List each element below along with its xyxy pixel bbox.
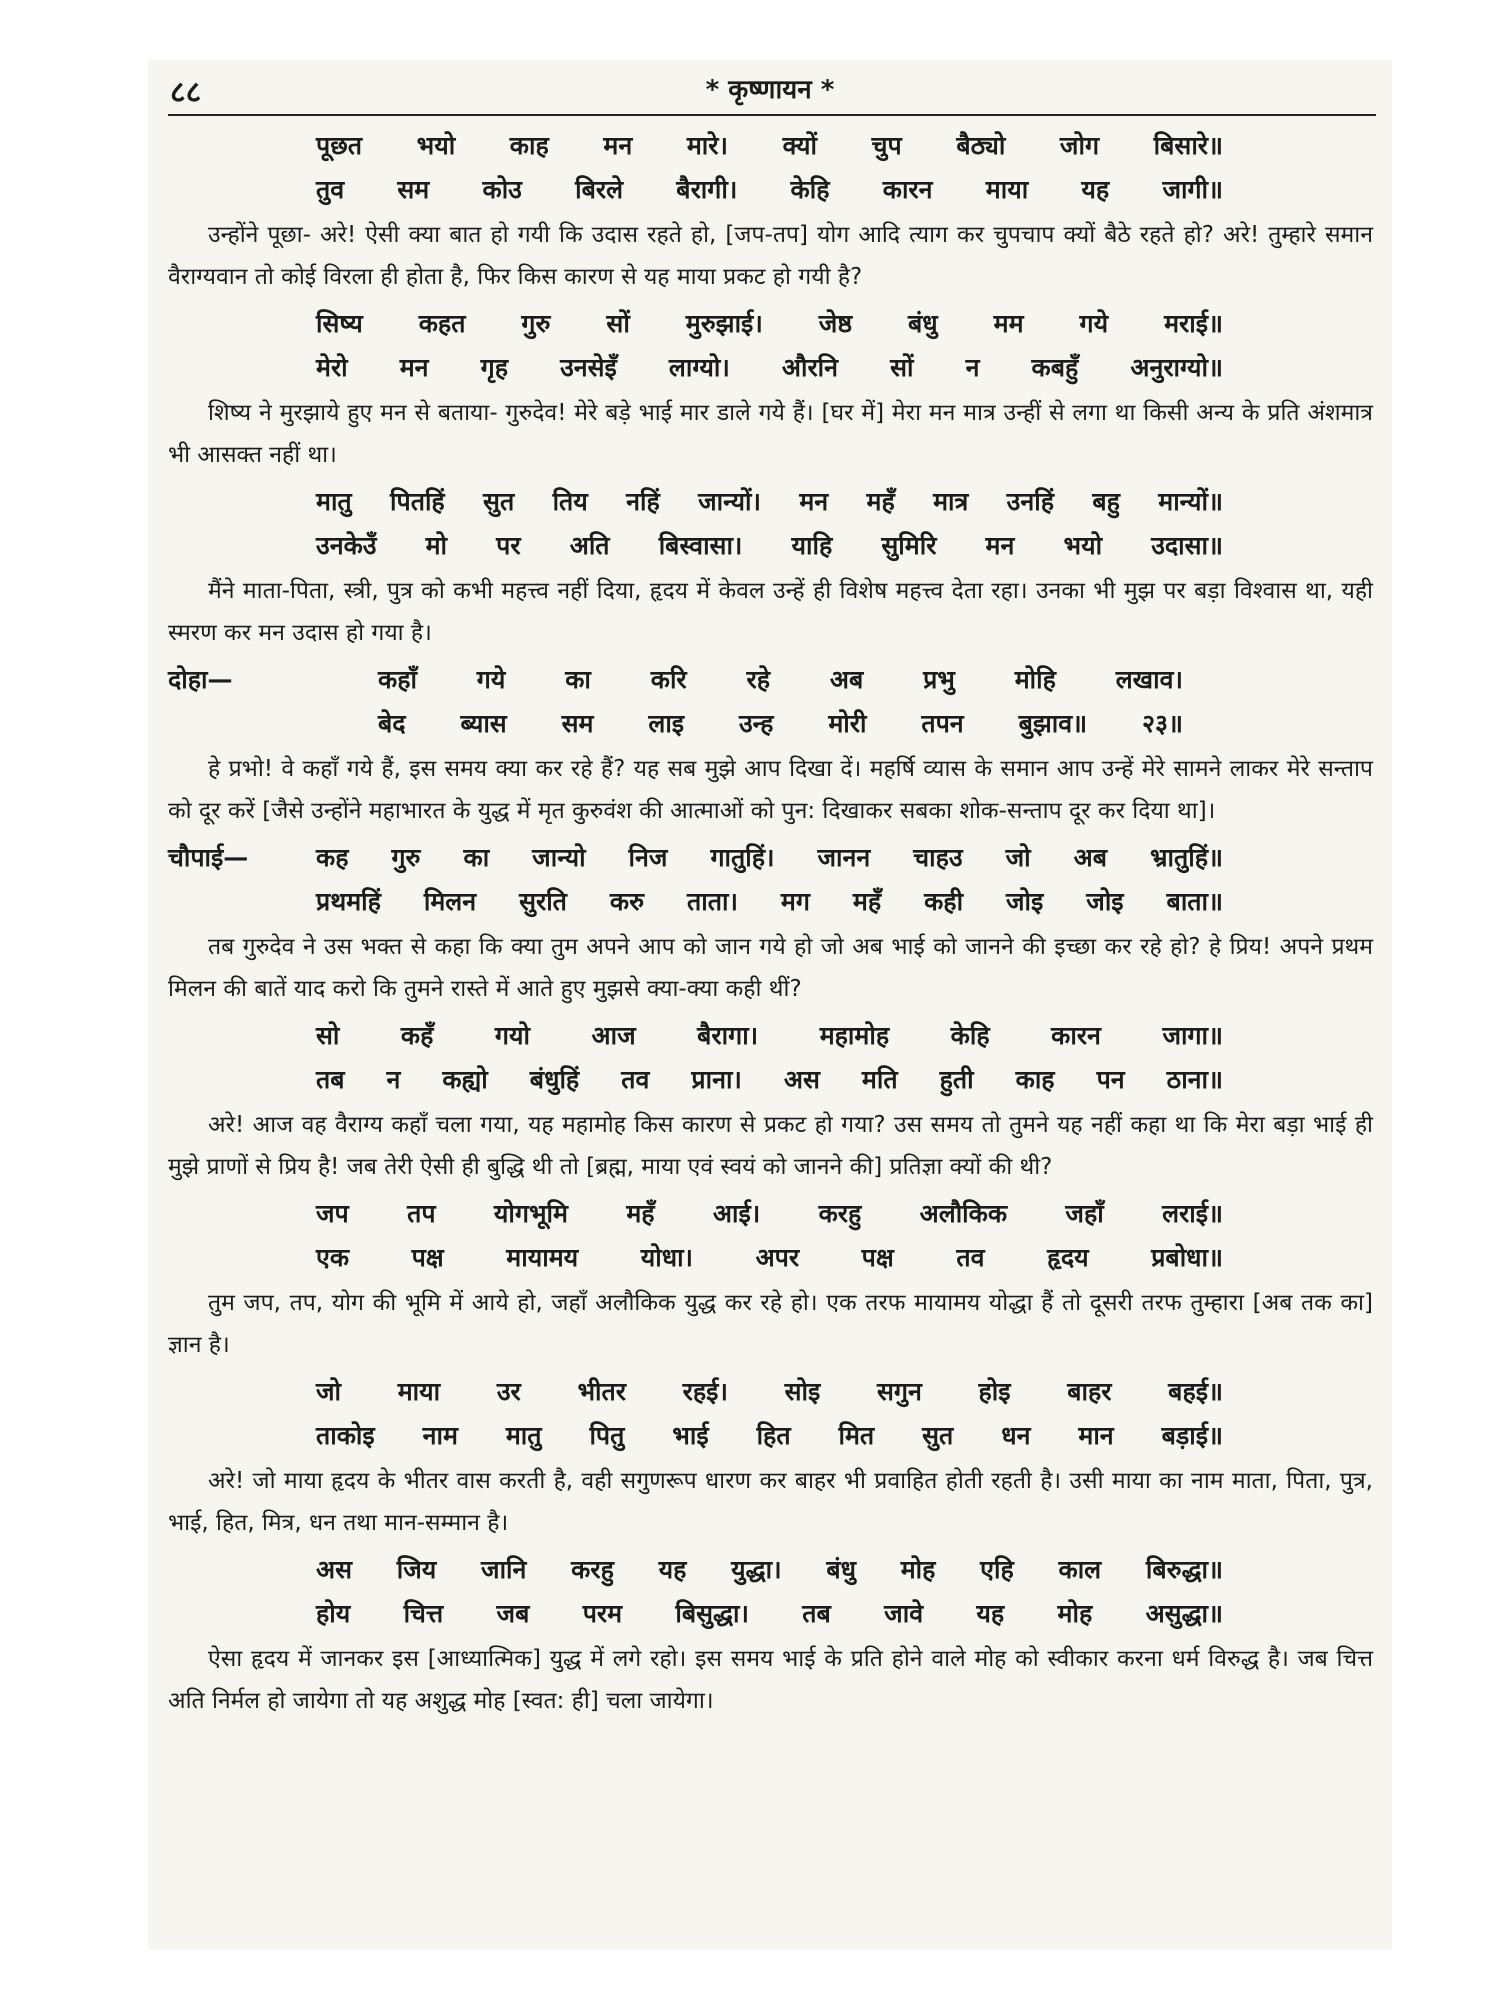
prose-paragraph: अरे! आज वह वैराग्य कहाँ चला गया, यह महामोह किस कारण से प्रकट हो गया? उस समय तो तुमने यह नहीं कहा था कि मेरा बड़ा भाई ही मुझे प्राणों से प्रिय है! जब तेरी ऐसी ही बुद्धि थी तो [ब्रह्म, माया एवं स्वयं को जानने की] प्रतिज्ञा क्यों की थी?	[168, 1112, 1373, 1180]
verse-line: अस जिय जानि करहु यह युद्धा। बंधु मोह एहि काल बिरुद्धा॥	[316, 1555, 1223, 1584]
verse-block-3	[168, 480, 1373, 568]
prose-paragraph: तुम जप, तप, योग की भूमि में आये हो, जहाँ अलौकिक युद्ध कर रहे हो। एक तरफ मायामय योद्धा हैं तो दूसरी तरफ तुम्हारा [अब तक का] ज्ञान है।	[168, 1290, 1373, 1358]
prose-paragraph: उन्होंने पूछा- अरे! ऐसी क्या बात हो गयी कि उदास रहते हो, [जप-तप] योग आदि त्याग कर चुपचाप क्यों बैठे रहते हो? अरे! तुम्हारे समान वैराग्यवान तो कोई विरला ही होता है, फिर किस कारण से यह माया प्रकट हो गयी है?	[168, 222, 1373, 290]
verse-block-7	[168, 1192, 1373, 1280]
verse-block-8	[168, 1370, 1373, 1458]
prose-paragraph: मैंने माता-पिता, स्त्री, पुत्र को कभी महत्त्व नहीं दिया, हृदय में केवल उन्हें ही विशेष महत्त्व देता रहा। उनका भी मुझ पर बड़ा विश्वास था, यही स्मरण कर मन उदास हो गया है।	[168, 578, 1373, 646]
prose-paragraph: हे प्रभो! वे कहाँ गये हैं, इस समय क्या कर रहे हैं? यह सब मुझे आप दिखा दें। महर्षि व्यास के समान आप उन्हें मेरे सामने लाकर मेरे सन्ताप को दूर करें [जैसे उन्होंने महाभारत के युद्ध में मृत कुरुवंश की आत्माओं को पुन: दिखाकर सबका शोक-सन्ताप दूर कर दिया था]।	[168, 756, 1373, 824]
verse-line: मातु पितहिं सुत तिय नहिं जान्यों। मन महँ मात्र उनहिं बहु मान्यों॥	[316, 487, 1223, 516]
verse-line: सिष्य कहत गुरु सों मुरुझाई। जेष्ठ बंधु मम गये मराई॥	[316, 309, 1223, 338]
verse-block-1	[168, 124, 1373, 212]
verse-label-doha: दोहा—	[168, 665, 233, 694]
page-number: ८८	[170, 75, 202, 110]
verse-line: होय चित्त जब परम बिसुद्धा। तब जावे यह मोह असुद्धा॥	[316, 1599, 1223, 1628]
verse-line: पूछत भयो काह मन मारे। क्यों चुप बैठ्यो जोग बिसारे॥	[316, 131, 1223, 160]
header-rule	[168, 114, 1376, 116]
verse-line: ताकोइ नाम मातु पितु भाई हित मित सुत धन मान बड़ाई॥	[316, 1421, 1223, 1450]
verse-line: दोहा— कहाँ गये का करि रहे अब प्रभु मोहि लखाव।	[168, 658, 1373, 702]
verse-block-2	[168, 302, 1373, 390]
verse-line: जो माया उर भीतर रहई। सोइ सगुन होइ बाहर बहई॥	[316, 1377, 1223, 1406]
prose-paragraph: शिष्य ने मुरझाये हुए मन से बताया- गुरुदेव! मेरे बड़े भाई मार डाले गये हैं। [घर में] मेरा मन मात्र उन्हीं से लगा था किसी अन्य के प्रति अंशमात्र भी आसक्त नहीं था।	[168, 400, 1373, 468]
verse-line: तुव सम कोउ बिरले बैरागी। केहि कारन माया यह जागी॥	[316, 175, 1223, 204]
chaupai-block	[168, 836, 1373, 924]
verse-line: जप तप योगभूमि महँ आई। करहु अलौकिक जहाँ लराई॥	[316, 1199, 1223, 1228]
verse-label-chaupai: चौपाई—	[168, 843, 249, 872]
verse-block-6	[168, 1014, 1373, 1102]
verse-line: तब न कह्यो बंधुहिं तव प्राना। अस मति हुती काह पन ठाना॥	[316, 1065, 1223, 1094]
verse-block-9	[168, 1548, 1373, 1636]
book-page	[148, 60, 1392, 1950]
verse-line: बेद ब्यास सम लाइ उन्ह मोरी तपन बुझाव॥ २३॥	[378, 709, 1183, 738]
verse-line: एक पक्ष मायामय योधा। अपर पक्ष तव हृदय प्रबोधा॥	[316, 1243, 1223, 1272]
verse-line: प्रथमहिं मिलन सुरति करु ताता। मग महँ कही जोइ जोइ बाता॥	[316, 887, 1223, 916]
running-title: * कृष्णायन *	[705, 75, 835, 105]
doha-block	[168, 658, 1373, 746]
verse-line: सो कहँ गयो आज बैरागा। महामोह केहि कारन जागा॥	[316, 1021, 1223, 1050]
prose-paragraph: ऐसा हृदय में जानकर इस [आध्यात्मिक] युद्ध में लगे रहो। इस समय भाई के प्रति होने वाले मोह को स्वीकार करना धर्म विरुद्ध है। जब चित्त अति निर्मल हो जायेगा तो यह अशुद्ध मोह [स्वत: ही] चला जायेगा।	[168, 1646, 1373, 1714]
page-body	[168, 124, 1373, 1726]
page-header	[148, 60, 1392, 112]
verse-line: मेरो मन गृह उनसेइँ लाग्यो। औरनि सों न कबहुँ अनुराग्यो॥	[316, 353, 1223, 382]
verse-line: उनकेउँ मो पर अति बिस्वासा। याहि सुमिरि मन भयो उदासा॥	[316, 531, 1223, 560]
prose-paragraph: तब गुरुदेव ने उस भक्त से कहा कि क्या तुम अपने आप को जान गये हो जो अब भाई को जानने की इच्छा कर रहे हो? हे प्रिय! अपने प्रथम मिलन की बातें याद करो कि तुमने रास्ते में आते हुए मुझसे क्या-क्या कही थीं?	[168, 934, 1373, 1002]
prose-paragraph: अरे! जो माया हृदय के भीतर वास करती है, वही सगुणरूप धारण कर बाहर भी प्रवाहित होती रहती है। उसी माया का नाम माता, पिता, पुत्र, भाई, हित, मित्र, धन तथा मान-सम्मान है।	[168, 1468, 1373, 1536]
verse-line: चौपाई— कह गुरु का जान्यो निज गातुहिं। जानन चाहउ जो अब भ्रातुहिं॥	[168, 836, 1373, 880]
